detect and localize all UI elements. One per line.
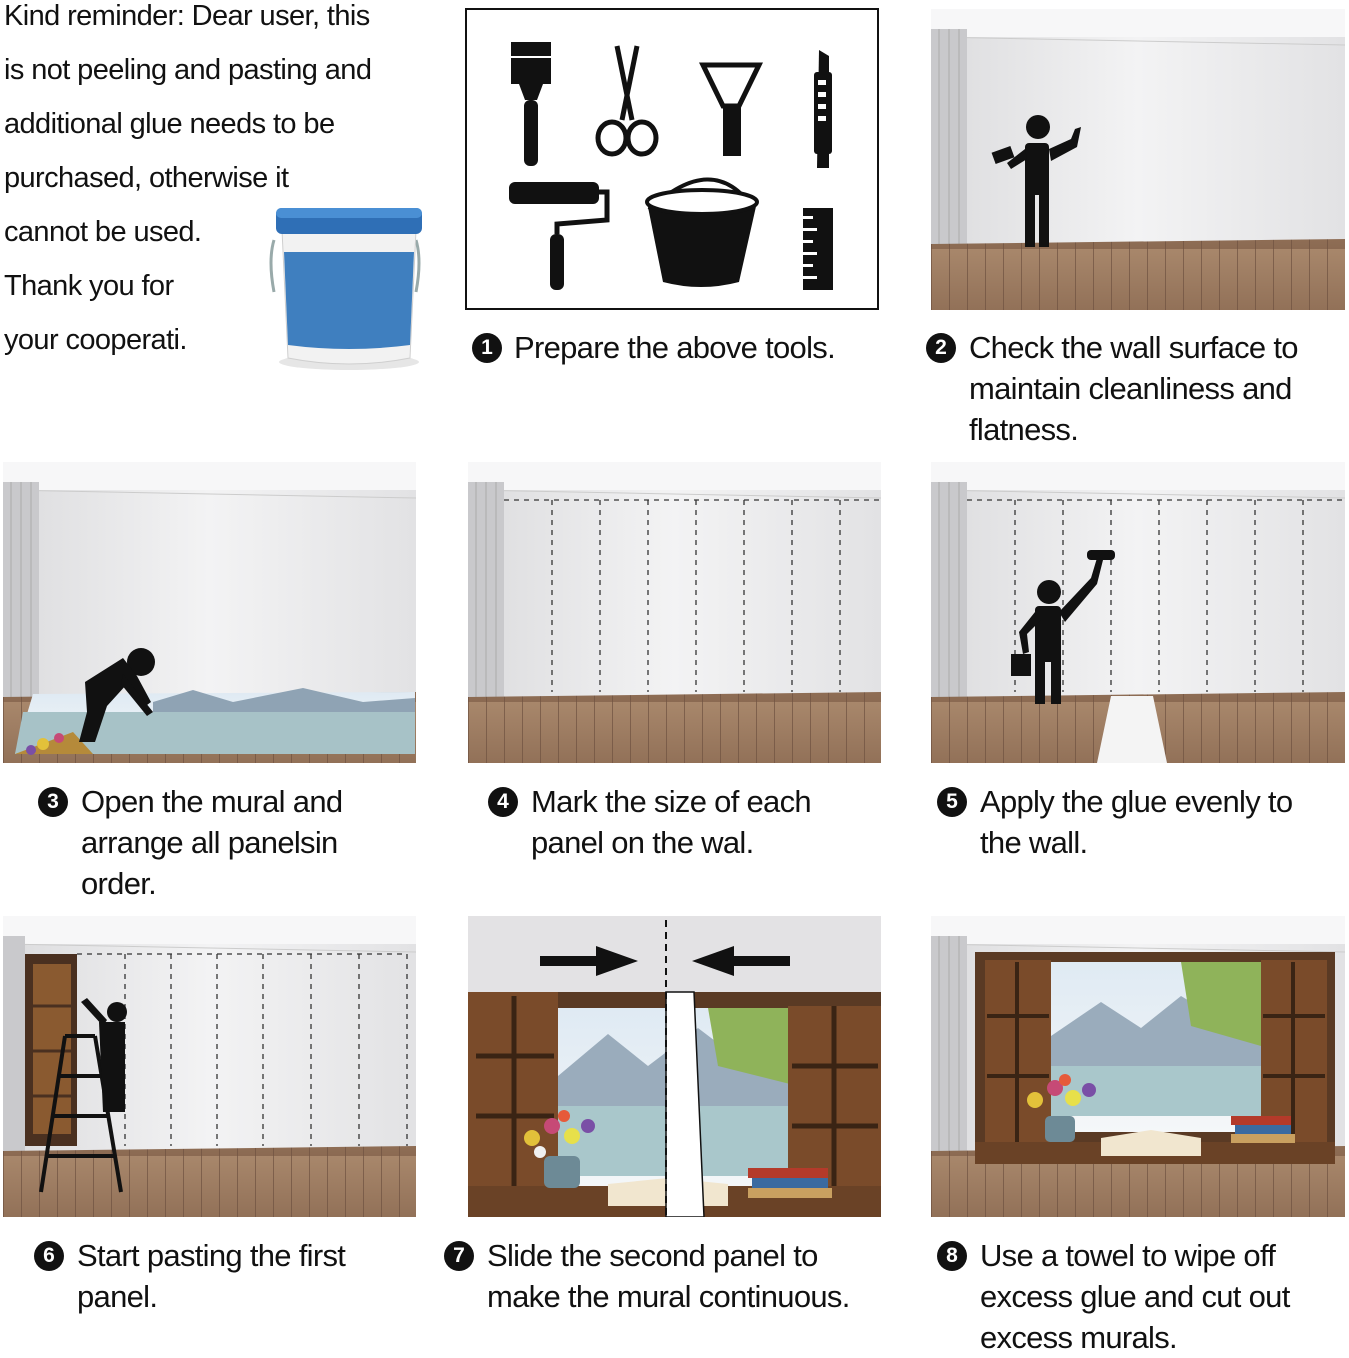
step-number-badge: 3 [38, 787, 68, 817]
caption-line: Open the mural and [81, 784, 343, 819]
step-6-illustration [3, 916, 416, 1217]
step-2-illustration [931, 9, 1345, 310]
reminder-line: additional glue needs to be [4, 108, 335, 140]
caption-line: Prepare the above tools. [514, 330, 835, 365]
glue-bucket-icon [264, 200, 434, 372]
reminder-line: cannot be used. [4, 216, 202, 248]
mural-on-floor [15, 688, 415, 755]
step-number-badge: 8 [937, 1241, 967, 1271]
caption-line: make the mural continuous. [487, 1279, 850, 1314]
tools-box [465, 8, 879, 310]
step-4-illustration [468, 462, 881, 763]
paint-brush-icon [511, 42, 551, 166]
reminder-line: Kind reminder: Dear user, this [4, 0, 370, 32]
caption-line: panel. [77, 1279, 158, 1314]
reminder-line: Thank you for [4, 270, 174, 302]
step-3-illustration [3, 462, 416, 763]
step-number-badge: 1 [472, 333, 502, 363]
ruler-icon [803, 208, 833, 290]
scraper-icon [703, 65, 759, 156]
caption-line: Check the wall surface to [969, 330, 1298, 365]
step-number-badge: 5 [937, 787, 967, 817]
reminder-line: your cooperati. [4, 324, 187, 356]
caption-line: excess glue and cut out [980, 1279, 1290, 1314]
scissors-icon [598, 46, 656, 154]
caption-line: arrange all panelsin [81, 825, 338, 860]
caption-line: Use a towel to wipe off [980, 1238, 1276, 1273]
caption-line: flatness. [969, 412, 1079, 447]
step-number-badge: 6 [34, 1241, 64, 1271]
caption-line: Apply the glue evenly to [980, 784, 1293, 819]
utility-knife-icon [814, 50, 832, 168]
caption-line: panel on the wal. [531, 825, 754, 860]
step-5-illustration [931, 462, 1345, 763]
caption-line: maintain cleanliness and [969, 371, 1292, 406]
paint-roller-icon [509, 182, 607, 290]
reminder-line: purchased, otherwise it [4, 162, 289, 194]
caption-line: Slide the second panel to [487, 1238, 818, 1273]
caption-line: excess murals. [980, 1320, 1177, 1355]
step-number-badge: 2 [926, 333, 956, 363]
caption-line: the wall. [980, 825, 1088, 860]
finished-mural [975, 952, 1335, 1164]
reminder-line: is not peeling and pasting and [4, 54, 372, 86]
step-8-illustration [931, 916, 1345, 1217]
step-number-badge: 7 [444, 1241, 474, 1271]
step-7-illustration [468, 916, 881, 1217]
caption-line: Mark the size of each [531, 784, 811, 819]
caption-line: Start pasting the first [77, 1238, 346, 1273]
step-number-badge: 4 [488, 787, 518, 817]
bucket-icon [647, 179, 757, 287]
caption-line: order. [81, 866, 157, 901]
